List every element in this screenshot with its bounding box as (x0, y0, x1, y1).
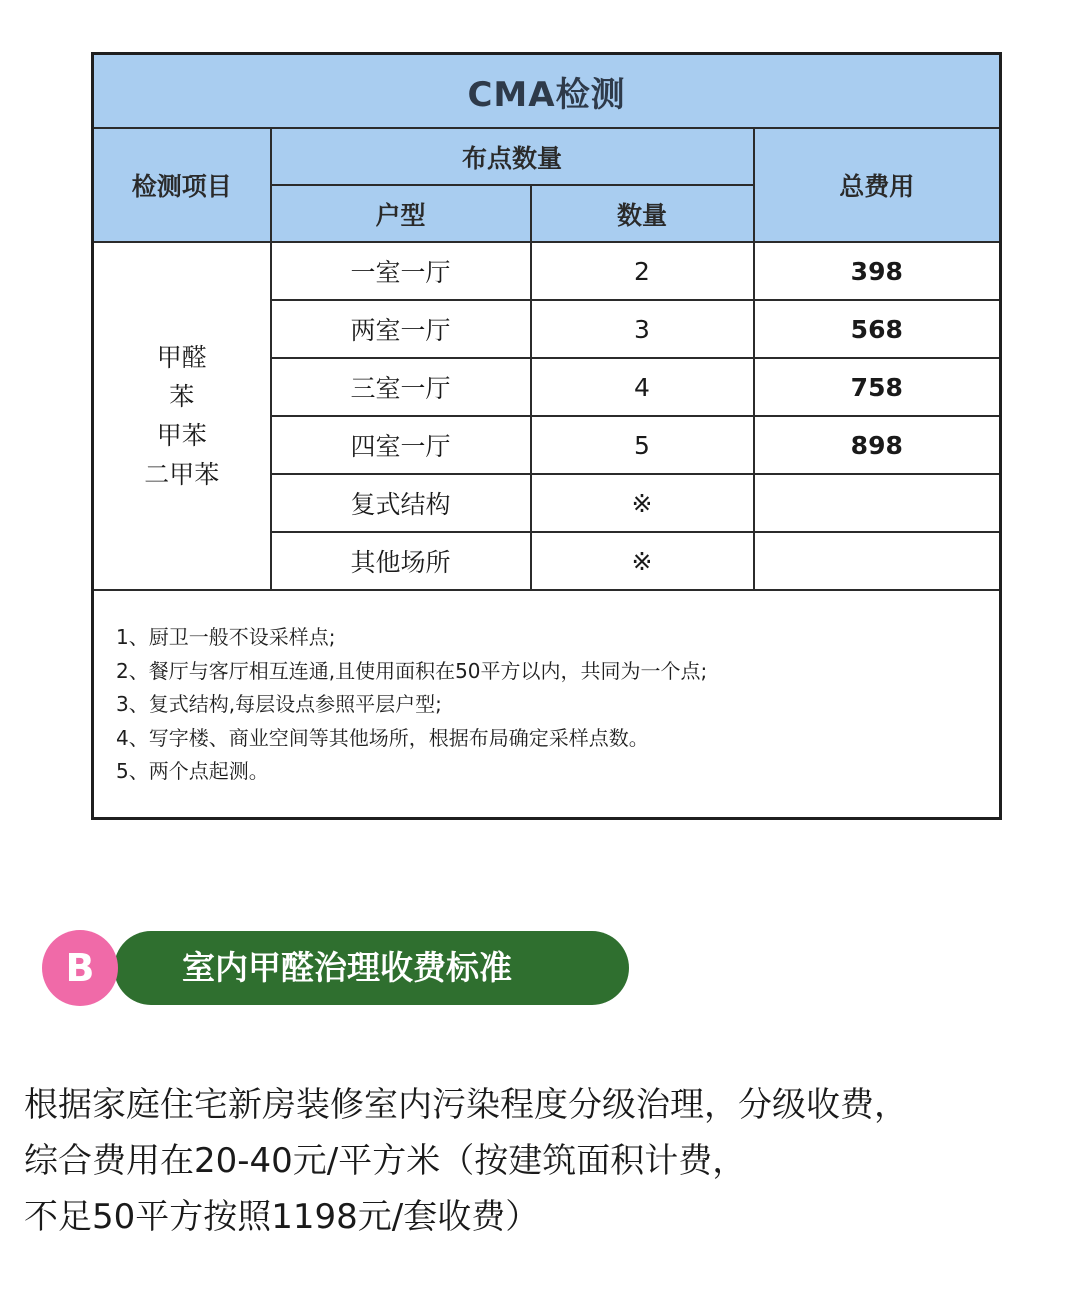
house-type-cell: 两室一厅 (271, 300, 531, 358)
fee-cell: 758 (754, 358, 1001, 416)
note-line: 4、写字楼、商业空间等其他场所，根据布局确定采样点数。 (116, 725, 649, 750)
house-type-cell: 其他场所 (271, 532, 531, 590)
house-type-cell: 复式结构 (271, 474, 531, 532)
house-type-cell: 三室一厅 (271, 358, 531, 416)
fee-cell: 568 (754, 300, 1001, 358)
note-line: 3、复式结构,每层设点参照平层户型; (116, 692, 442, 716)
fee-cell (754, 532, 1001, 590)
header-item: 检测项目 (93, 128, 271, 242)
header-quantity: 数量 (531, 185, 754, 242)
quantity-cell: ※ (531, 474, 754, 532)
house-type-cell: 四室一厅 (271, 416, 531, 474)
section-title: 室内甲醛治理收费标准 (182, 948, 512, 987)
table-title: CMA检测 (93, 54, 1001, 129)
cma-pricing-table (91, 52, 1002, 820)
quantity-cell: 5 (531, 416, 754, 474)
fee-cell: 398 (754, 242, 1001, 300)
header-total-fee: 总费用 (754, 128, 1001, 242)
table-row (93, 242, 1001, 300)
table-notes (93, 590, 1001, 819)
header-points: 布点数量 (271, 128, 754, 185)
quantity-cell: 2 (531, 242, 754, 300)
fee-cell (754, 474, 1001, 532)
section-badge: B (42, 930, 118, 1006)
paragraph-line: 根据家庭住宅新房装修室内污染程度分级治理，分级收费， (24, 1085, 908, 1125)
section-b-heading (42, 930, 632, 1008)
paragraph-line: 不足50平方按照1198元/套收费） (24, 1197, 540, 1237)
note-line: 1、厨卫一般不设采样点; (116, 625, 336, 649)
test-item: 二甲苯 (144, 460, 220, 489)
paragraph-line: 综合费用在20-40元/平方米（按建筑面积计费， (24, 1141, 747, 1181)
note-line: 2、餐厅与客厅相互连通,且使用面积在50平方以内，共同为一个点; (116, 658, 708, 683)
pricing-paragraph (24, 1077, 1074, 1245)
quantity-cell: 4 (531, 358, 754, 416)
test-items-cell (93, 242, 271, 590)
house-type-cell: 一室一厅 (271, 242, 531, 300)
test-item: 苯 (169, 382, 195, 411)
quantity-cell: 3 (531, 300, 754, 358)
header-house-type: 户型 (271, 185, 531, 242)
test-item: 甲醛 (156, 343, 207, 372)
note-line: 5、两个点起测。 (116, 759, 269, 783)
fee-cell: 898 (754, 416, 1001, 474)
quantity-cell: ※ (531, 532, 754, 590)
test-item: 甲苯 (156, 421, 207, 450)
